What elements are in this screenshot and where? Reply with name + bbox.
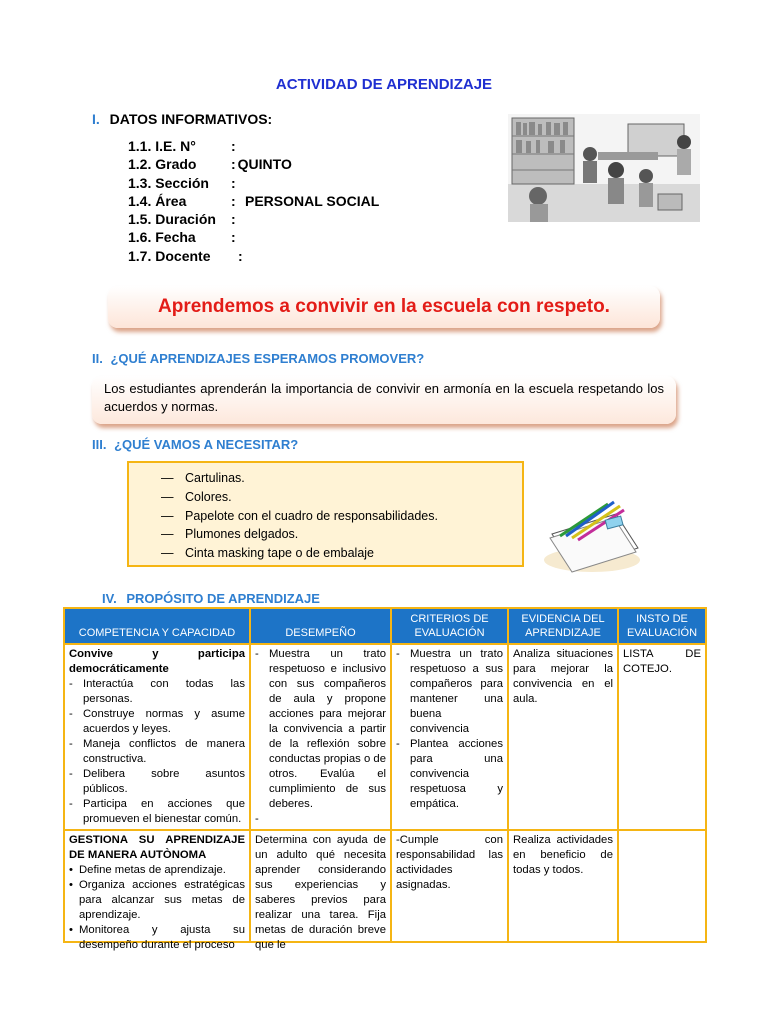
info-list — [128, 137, 379, 265]
section-1-title: DATOS INFORMATIVOS: — [109, 111, 273, 127]
performance-list — [255, 647, 386, 827]
info-sep: : — [231, 174, 236, 191]
info-row-ie — [128, 137, 379, 155]
list-item — [69, 797, 245, 827]
cell-clip — [69, 833, 245, 951]
activity-banner: Aprendemos a convivir en la escuela con respeto. — [108, 286, 660, 328]
info-sep: : — [231, 138, 236, 154]
section-1-heading — [92, 111, 272, 127]
materials-item-text: Cartulinas. — [185, 471, 245, 485]
list-item — [255, 647, 386, 812]
info-label: 1.4. Área — [128, 192, 187, 209]
materials-item-text: Plumones delgados. — [185, 527, 299, 542]
dash-marker: - — [396, 738, 400, 750]
list-item — [69, 767, 245, 797]
dash-marker: - — [396, 648, 400, 660]
section-4-title: PROPÓSITO DE APRENDIZAJE — [126, 591, 320, 606]
info-sep: : — [238, 247, 243, 264]
capacity-text: Monitorea y ajusta su desempeño durante el proceso — [79, 924, 245, 951]
info-row-area — [128, 192, 379, 210]
info-sep: : — [231, 156, 236, 173]
dash-marker: — — [161, 489, 174, 504]
capacity-text: Participa en acciones que promueven el bienestar común. — [83, 798, 245, 825]
criteria-cell — [391, 830, 508, 942]
info-row-fecha — [128, 228, 379, 246]
info-row-grado — [128, 155, 379, 173]
info-sep: : — [231, 192, 236, 209]
info-value: PERSONAL SOCIAL — [245, 192, 380, 209]
header-competencia: COMPETENCIA Y CAPACIDAD — [64, 608, 250, 644]
evidence-cell: Analiza situaciones para mejorar la convivencia en el aula. — [508, 644, 618, 830]
bullet-marker: • — [69, 879, 73, 891]
instrument-text — [623, 833, 701, 939]
materials-item — [161, 507, 522, 526]
competence-cell — [64, 830, 250, 951]
performance-cell — [250, 830, 391, 951]
info-sep: : — [231, 211, 236, 228]
dash-marker: - — [255, 813, 259, 825]
table-row — [64, 644, 706, 830]
evidence-cell — [508, 830, 618, 942]
header-criterios: CRITERIOS DE EVALUACIÓN — [391, 608, 508, 644]
capacity-text: Interactúa con todas las personas. — [83, 678, 245, 705]
info-row-duracion — [128, 210, 379, 228]
competence-title: GESTIONA SU APRENDIZAJE DE MANERA AUTÒNOMA — [69, 834, 245, 861]
dash-marker: - — [69, 738, 73, 750]
capacity-text: Delibera sobre asuntos públicos. — [83, 768, 245, 795]
info-label: 1.7. Docente — [128, 247, 211, 264]
empty-text — [269, 812, 386, 827]
page-title: ACTIVIDAD DE APRENDIZAJE — [275, 76, 493, 93]
learning-goal-box: Los estudiantes aprenderán la importancia de convivir en armonía en la escuela respetando los acuerdos y normas. — [92, 376, 676, 424]
materials-item — [161, 525, 522, 544]
capacity-text: Construye normas y asume acuerdos y leyes. — [83, 708, 245, 735]
criteria-text: Plantea acciones para una convivencia respetuosa y empática. — [410, 738, 503, 810]
info-label: 1.5. Duración — [128, 211, 216, 228]
supplies-illustration — [538, 490, 646, 574]
performance-text: Determina con ayuda de un adulto qué necesita aprender considerando sus experiencias y saberes previos para realizar una tarea. Fija metas de duración breve que le — [255, 834, 386, 951]
info-label: 1.3. Sección — [128, 174, 209, 191]
info-row-docente — [128, 247, 379, 265]
performance-cell — [250, 644, 391, 830]
criteria-text: Muestra un trato respetuoso a sus compañeros para mantener una buena convivencia — [410, 648, 503, 735]
info-value: QUINTO — [237, 156, 292, 173]
table-header-row — [64, 608, 706, 644]
list-item — [255, 812, 386, 827]
competence-title: Convive y participa democráticamente — [69, 648, 245, 675]
capacity-list — [69, 677, 245, 827]
dash-marker: - — [69, 708, 73, 720]
competence-cell — [64, 644, 250, 830]
section-3-roman: III. — [92, 437, 107, 452]
materials-item-text: Colores. — [185, 489, 232, 504]
list-item — [69, 923, 245, 953]
list-item — [396, 737, 503, 812]
info-label: 1.1. I.E. N° — [128, 138, 196, 154]
evidence-text: Realiza actividades en beneficio de todas y todos. — [513, 834, 613, 876]
criteria-cell — [391, 644, 508, 830]
dash-marker: — — [161, 546, 174, 561]
section-2-heading — [92, 351, 424, 366]
info-label: 1.2. Grado — [128, 156, 197, 173]
criteria-text: -Cumple con responsabilidad las actividades asignadas. — [396, 834, 503, 891]
list-item — [69, 863, 245, 878]
header-instrumento: INSTO DE EVALUACIÓN — [618, 608, 706, 644]
materials-item — [161, 544, 522, 563]
list-item — [69, 737, 245, 767]
table-row — [64, 830, 706, 942]
learning-purpose-table — [63, 607, 707, 951]
header-evidencia: EVIDENCIA DEL APRENDIZAJE — [508, 608, 618, 644]
dash-marker: — — [161, 471, 174, 485]
dash-marker: - — [69, 798, 73, 810]
dash-marker: - — [255, 648, 259, 660]
materials-item-text: Papelote con el cuadro de responsabilidades. — [185, 508, 438, 523]
header-desempeno: DESEMPEÑO — [250, 608, 391, 644]
info-sep: : — [231, 229, 236, 246]
materials-item — [161, 488, 522, 507]
capacity-list — [69, 863, 245, 953]
materials-item-text: Cinta masking tape o de embalaje — [185, 546, 375, 561]
section-2-roman: II. — [92, 351, 103, 366]
section-3-heading — [92, 437, 298, 452]
performance-text: Muestra un trato respetuoso e inclusivo con sus compañeros de aula y propone acciones para mejorar la convivencia a partir de la reflexión sobre conductas propias o de otros. Evalúa el cumplimiento de sus deberes. — [269, 648, 386, 810]
capacity-text: Organiza acciones estratégicas para alcanzar sus metas de aprendizaje. — [79, 879, 245, 921]
section-1-roman: I. — [92, 111, 100, 127]
info-row-seccion — [128, 174, 379, 192]
section-4-heading — [102, 591, 320, 606]
info-label: 1.6. Fecha — [128, 229, 196, 246]
list-item — [69, 677, 245, 707]
classroom-illustration — [508, 114, 700, 222]
list-item — [69, 878, 245, 923]
instrument-cell: LISTA DE COTEJO. — [618, 644, 706, 830]
criteria-list — [396, 647, 503, 812]
materials-box — [127, 461, 524, 567]
bullet-marker: • — [69, 924, 73, 936]
section-2-title: ¿QUÉ APRENDIZAJES ESPERAMOS PROMOVER? — [110, 351, 425, 366]
bullet-marker: • — [69, 864, 73, 876]
list-item — [69, 707, 245, 737]
dash-marker: - — [69, 678, 73, 690]
instrument-cell — [618, 830, 706, 942]
dash-marker: — — [161, 527, 174, 542]
section-4-roman: IV. — [102, 591, 117, 606]
list-item — [396, 647, 503, 737]
section-3-title: ¿QUÉ VAMOS A NECESITAR? — [114, 437, 299, 452]
capacity-text: Maneja conflictos de manera constructiva. — [83, 738, 245, 765]
dash-marker: - — [69, 768, 73, 780]
capacity-text: Define metas de aprendizaje. — [79, 864, 226, 876]
dash-marker: — — [161, 508, 174, 523]
materials-item — [161, 469, 522, 488]
